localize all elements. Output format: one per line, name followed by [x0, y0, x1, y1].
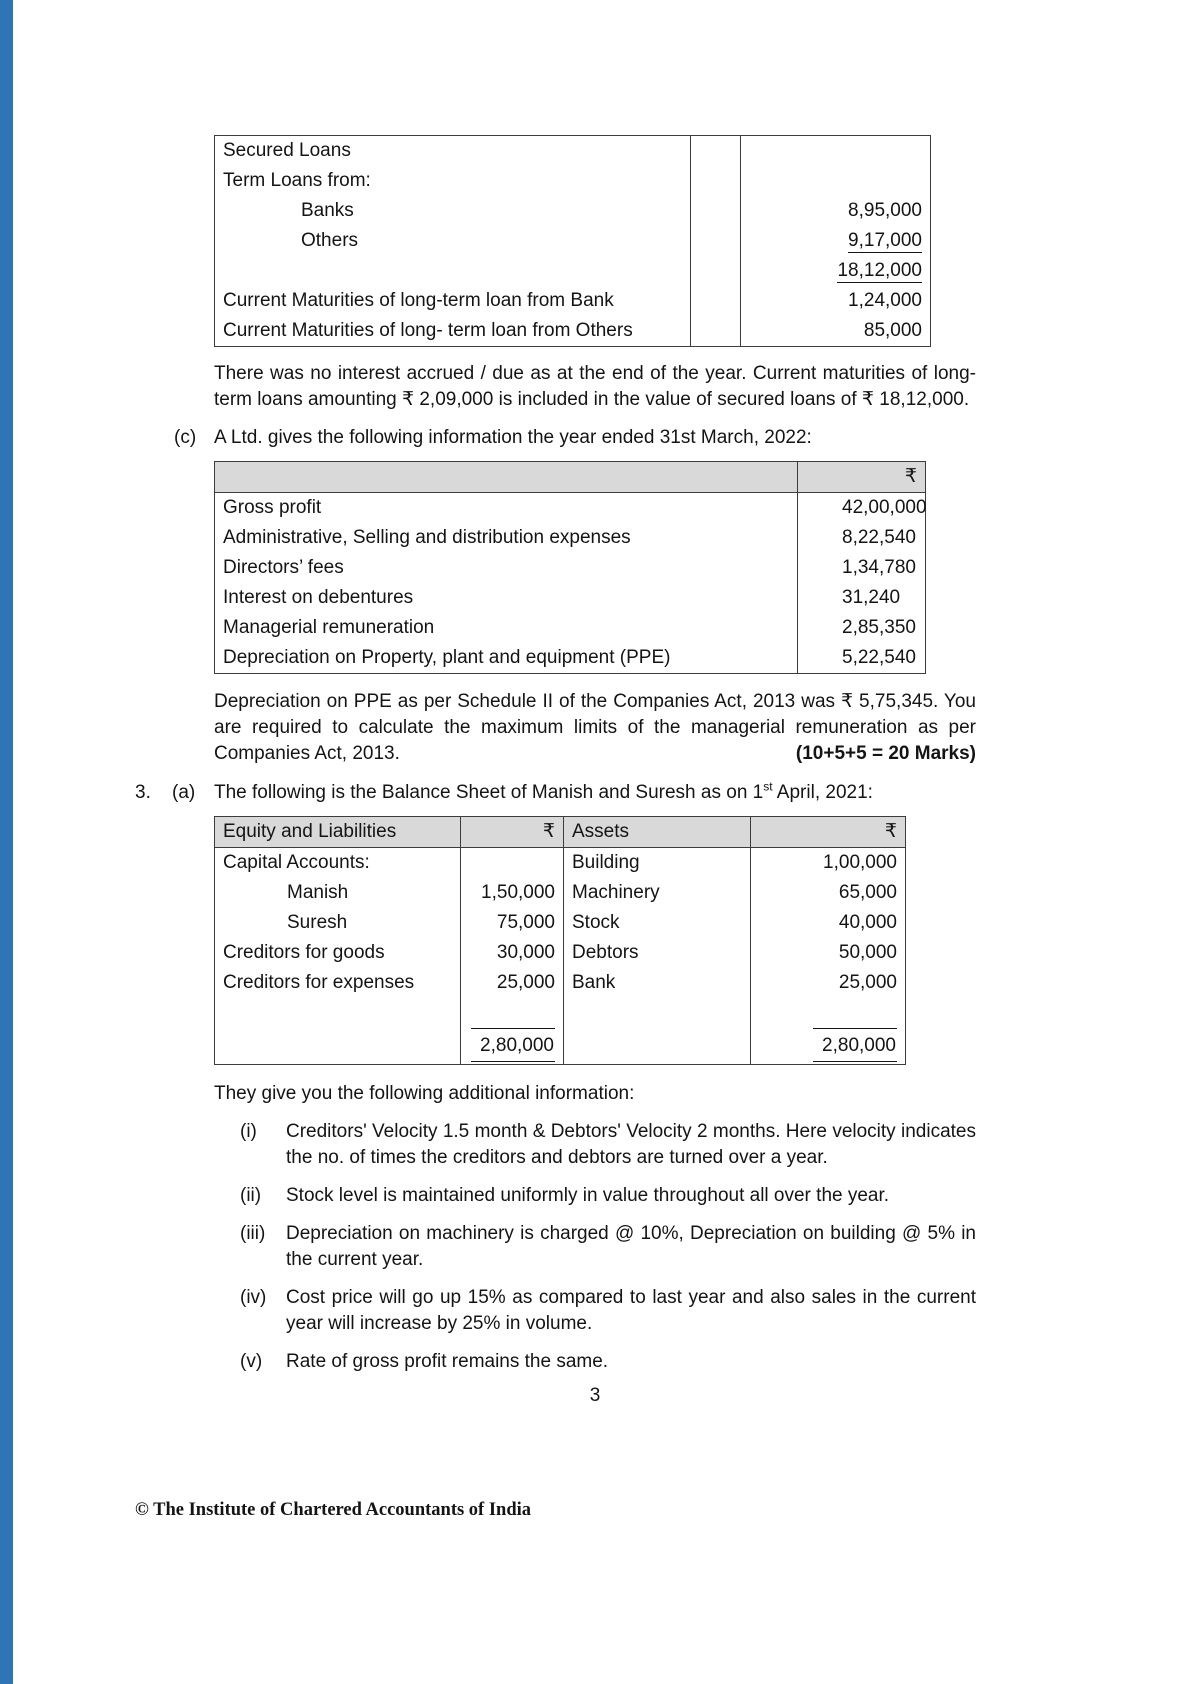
header-right-currency: ₹	[751, 817, 906, 848]
row-label: Banks	[301, 200, 354, 221]
total-amount: 2,80,000	[813, 1028, 897, 1062]
table-row	[215, 196, 931, 226]
header-equity-liabilities: Equity and Liabilities	[215, 817, 461, 848]
liability-amount: 25,000	[461, 968, 564, 998]
row-label: Term Loans from:	[223, 170, 371, 191]
depreciation-text: Depreciation on PPE as per Schedule II of the Companies Act, 2013 was ₹ 5,75,345. You are required to calculate the maximum limits of the managerial remuneration as per	[214, 691, 976, 738]
asset-amount: 1,00,000	[751, 848, 906, 879]
page-number: 3	[589, 1385, 601, 1406]
row-amount	[741, 136, 931, 167]
item-c-text: A Ltd. gives the following information the year ended 31st March, 2022:	[214, 427, 812, 448]
question-number: 3.	[135, 782, 151, 803]
liability-label: Manish	[287, 882, 349, 903]
info-item-i	[240, 1119, 976, 1171]
asset-label: Bank	[564, 968, 751, 998]
secured-loans-table	[214, 135, 931, 347]
table-row	[215, 286, 931, 316]
row-label: Secured Loans	[223, 140, 351, 161]
table-row	[215, 583, 926, 613]
mid-cell	[691, 316, 741, 347]
info-marker: (i)	[240, 1121, 257, 1142]
info-item-v	[240, 1349, 976, 1375]
mid-cell	[691, 256, 741, 286]
row-label	[215, 256, 691, 286]
table-row	[215, 136, 931, 167]
liability-amount: 1,50,000	[461, 878, 564, 908]
info-item-ii	[240, 1183, 976, 1209]
mid-cell	[691, 136, 741, 167]
table-header-row	[215, 462, 926, 493]
table-header-row	[215, 817, 906, 848]
info-marker: (ii)	[240, 1185, 262, 1206]
additional-info-intro: They give you the following additional information:	[214, 1083, 635, 1104]
currency-header: ₹	[798, 462, 926, 493]
empty-cell	[564, 998, 751, 1026]
liabilities-total	[461, 1026, 564, 1065]
table-row	[215, 938, 906, 968]
row-amount: 8,95,000	[741, 196, 931, 226]
row-amount: 8,22,540	[798, 523, 926, 553]
empty-cell	[215, 998, 461, 1026]
depreciation-last-text: Companies Act, 2013.	[214, 743, 400, 764]
row-amount: 1,34,780	[798, 553, 926, 583]
mid-cell	[691, 166, 741, 196]
row-amount: 31,240	[798, 583, 926, 613]
asset-label: Stock	[564, 908, 751, 938]
item-3a-text-end: April, 2021:	[772, 782, 873, 803]
mid-cell	[691, 286, 741, 316]
item-c-marker: (c)	[174, 427, 197, 448]
header-left-currency: ₹	[461, 817, 564, 848]
spacer-row	[215, 998, 906, 1026]
underlined-amount: 18,12,000	[837, 260, 922, 281]
info-marker: (iv)	[240, 1287, 267, 1308]
liability-label: Creditors for expenses	[223, 972, 415, 993]
row-amount: 42,00,000	[798, 493, 926, 524]
liability-label: Suresh	[287, 912, 348, 933]
row-amount: 2,85,350	[798, 613, 926, 643]
table-row	[215, 226, 931, 256]
total-amount: 2,80,000	[471, 1028, 555, 1062]
item-3a-text-start: The following is the Balance Sheet of Manish and Suresh as on 1	[214, 782, 764, 803]
row-amount: 5,22,540	[798, 643, 926, 674]
asset-label: Debtors	[564, 938, 751, 968]
liability-amount: 75,000	[461, 908, 564, 938]
profit-info-table	[214, 461, 926, 674]
asset-amount: 25,000	[751, 968, 906, 998]
info-item-iii	[240, 1221, 976, 1273]
item-3a	[135, 780, 976, 806]
marks-label: (10+5+5 = 20 Marks)	[795, 743, 976, 764]
info-text: Depreciation on machinery is charged @ 10%, Depreciation on building @ 5% in the current year.	[286, 1223, 976, 1270]
table-row	[215, 553, 926, 583]
table-row	[215, 848, 906, 879]
info-text: Creditors' Velocity 1.5 month & Debtors' Velocity 2 months. Here velocity indicates the no. of times the creditors and debtors are turned over a year.	[286, 1121, 976, 1168]
copyright-footer: © The Institute of Chartered Accountants of India	[135, 1500, 532, 1520]
empty-cell	[751, 998, 906, 1026]
row-label: Interest on debentures	[223, 587, 414, 608]
row-amount	[741, 226, 931, 256]
mid-cell	[691, 196, 741, 226]
empty-cell	[461, 998, 564, 1026]
asset-amount: 50,000	[751, 938, 906, 968]
row-label: Current Maturities of long- term loan from Others	[223, 320, 633, 341]
asset-amount: 65,000	[751, 878, 906, 908]
empty-cell	[564, 1026, 751, 1065]
info-text: Cost price will go up 15% as compared to last year and also sales in the current year will increase by 25% in volume.	[286, 1287, 976, 1334]
liability-amount	[461, 848, 564, 879]
balance-sheet-table	[214, 816, 906, 1065]
table-row	[215, 878, 906, 908]
asset-amount: 40,000	[751, 908, 906, 938]
table-row	[215, 523, 926, 553]
table-row	[215, 316, 931, 347]
totals-row	[215, 1026, 906, 1065]
row-label: Administrative, Selling and distribution expenses	[223, 527, 631, 548]
left-accent-bar	[0, 0, 13, 1684]
note-paragraph: There was no interest accrued / due as at the end of the year. Current maturities of long-term loans amounting ₹ 2,09,000 is included in the value of secured loans of ₹ 18,12,000.	[214, 363, 976, 410]
row-amount: 85,000	[741, 316, 931, 347]
depreciation-paragraph	[214, 689, 976, 767]
item-3a-marker: (a)	[172, 782, 196, 803]
row-amount: 1,24,000	[741, 286, 931, 316]
mid-cell	[691, 226, 741, 256]
table-row	[215, 256, 931, 286]
header-assets: Assets	[564, 817, 751, 848]
info-text: Rate of gross profit remains the same.	[286, 1351, 609, 1372]
table-row	[215, 613, 926, 643]
table-row	[215, 166, 931, 196]
row-label: Gross profit	[223, 497, 322, 518]
empty-cell	[215, 1026, 461, 1065]
row-label: Current Maturities of long-term loan from Bank	[223, 290, 614, 311]
liability-amount: 30,000	[461, 938, 564, 968]
assets-total	[751, 1026, 906, 1065]
superscript-st: st	[763, 779, 773, 794]
underlined-amount: 9,17,000	[848, 230, 922, 251]
row-label: Directors’ fees	[223, 557, 344, 578]
liability-label: Capital Accounts:	[223, 852, 370, 873]
table-row	[215, 908, 906, 938]
row-amount	[741, 166, 931, 196]
info-text: Stock level is maintained uniformly in value throughout all over the year.	[286, 1185, 890, 1206]
depreciation-last-line	[214, 741, 976, 767]
table-row	[215, 643, 926, 674]
asset-label: Building	[564, 848, 751, 879]
item-c	[174, 425, 976, 451]
row-label: Managerial remuneration	[223, 617, 435, 638]
item-3a-text	[214, 780, 873, 806]
table-row	[215, 493, 926, 524]
info-marker: (iii)	[240, 1223, 266, 1244]
asset-label: Machinery	[564, 878, 751, 908]
row-label: Depreciation on Property, plant and equipment (PPE)	[223, 647, 671, 668]
table-row	[215, 968, 906, 998]
liability-label: Creditors for goods	[223, 942, 385, 963]
info-item-iv	[240, 1285, 976, 1337]
header-blank	[215, 462, 798, 493]
row-amount	[741, 256, 931, 286]
info-marker: (v)	[240, 1351, 263, 1372]
page-content	[135, 135, 976, 1409]
row-label: Others	[301, 230, 359, 251]
